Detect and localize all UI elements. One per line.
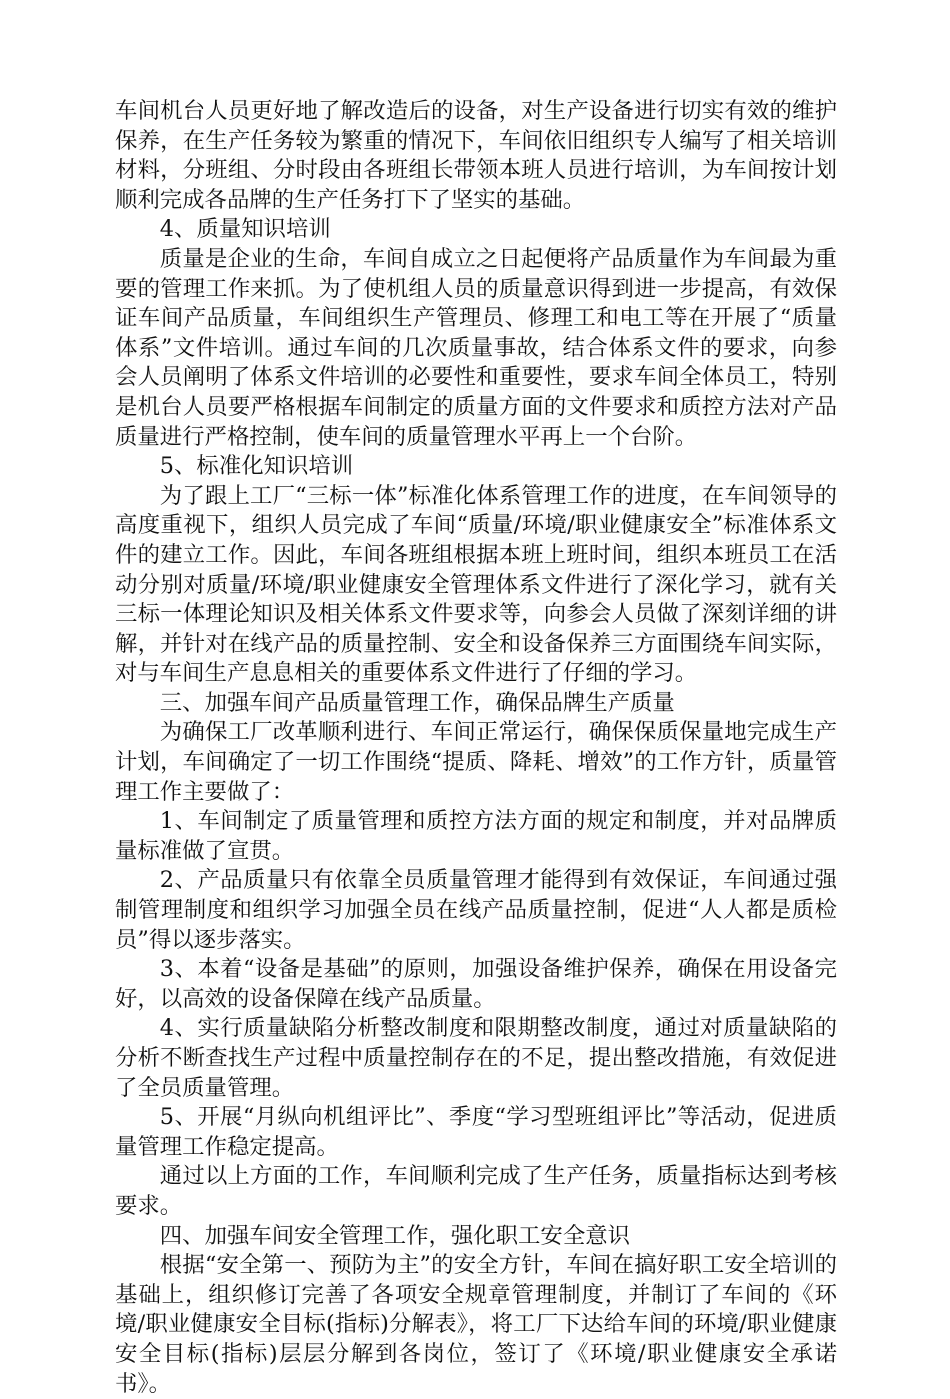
heading-quality-management: 三、加强车间产品质量管理工作，确保品牌生产质量 [159,689,675,716]
list-item-quality-rules: 1、车间制定了质量管理和质控方法方面的规定和制度，并对品牌质量标准做了宣贯。 [115,808,837,864]
paragraph-three-standards: 为了跟上工厂“三标一体”标准化体系管理工作的进度，在车间领导的高度重视下，组织人员完成了车间“质量/环境/职业健康安全”标准体系文件的建立工作。因此，车间各班组根据本班上班时间，组织本班员工在活动分别对质量/环境/职业健康安全管理体系文件进行了深化学习，就有关三标一体理论知识及相关体系文件要求等，向参会人员做了深刻详细的讲解，并针对在线产品的质量控制、安全和设备保养三方面围绕车间实际，对与车间生产息息相关的重要体系文件进行了仔细的学习。 [115,482,837,687]
list-item-full-participation: 2、产品质量只有依靠全员质量管理才能得到有效保证，车间通过强制管理制度和组织学习加强全员在线产品质量控制，促进“人人都是质检员”得以逐步落实。 [115,867,837,953]
list-item-equipment-basis: 3、本着“设备是基础”的原则，加强设备维护保养，确保在用设备完好，以高效的设备保障在线产品质量。 [115,956,837,1012]
list-item-evaluation-activities: 5、开展“月纵向机组评比”、季度“学习型班组评比”等活动，促进质量管理工作稳定提高。 [115,1104,837,1160]
paragraph-results: 通过以上方面的工作，车间顺利完成了生产任务，质量指标达到考核要求。 [115,1163,837,1219]
paragraph-training-materials: 车间机台人员更好地了解改造后的设备，对生产设备进行切实有效的维护保养，在生产任务较为繁重的情况下，车间依旧组织专人编写了相关培训材料，分班组、分时段由各班组长带领本班人员进行培训，为车间按计划顺利完成各品牌的生产任务打下了坚实的基础。 [115,98,837,213]
paragraph-quality-policy: 为确保工厂改革顺利进行、车间正常运行，确保保质保量地完成生产计划，车间确定了一切工作围绕“提质、降耗、增效”的工作方针，质量管理工作主要做了： [115,719,837,805]
list-item-defect-analysis: 4、实行质量缺陷分析整改制度和限期整改制度，通过对质量缺陷的分析不断查找生产过程中质量控制存在的不足，提出整改措施，有效促进了全员质量管理。 [115,1015,837,1101]
document-body [115,97,837,1399]
heading-safety-management: 四、加强车间安全管理工作，强化职工安全意识 [159,1222,630,1249]
paragraph-quality-system: 质量是企业的生命，车间自成立之日起便将产品质量作为车间最为重要的管理工作来抓。为了使机组人员的质量意识得到进一步提高，有效保证车间产品质量，车间组织生产管理员、修理工和电工等在开展了“质量体系”文件培训。通过车间的几次质量事故，结合体系文件的要求，向参会人员阐明了体系文件培训的必要性和重要性，要求车间全体员工，特别是机台人员要严格根据车间制定的质量方面的文件要求和质控方法对产品质量进行严格控制，使车间的质量管理水平再上一个台阶。 [115,245,837,450]
paragraph-safety-policy: 根据“安全第一、预防为主”的安全方针，车间在搞好职工安全培训的基础上，组织修订完善了各项安全规章管理制度，并制订了车间的《环境/职业健康安全目标(指标)分解表》，将工厂下达给车间的环境/职业健康安全目标(指标)层层分解到各岗位，签订了《环境/职业健康安全承诺书》。 [115,1252,837,1397]
heading-standardization-training: 5、标准化知识培训 [159,453,354,480]
heading-quality-training: 4、质量知识培训 [159,216,331,243]
